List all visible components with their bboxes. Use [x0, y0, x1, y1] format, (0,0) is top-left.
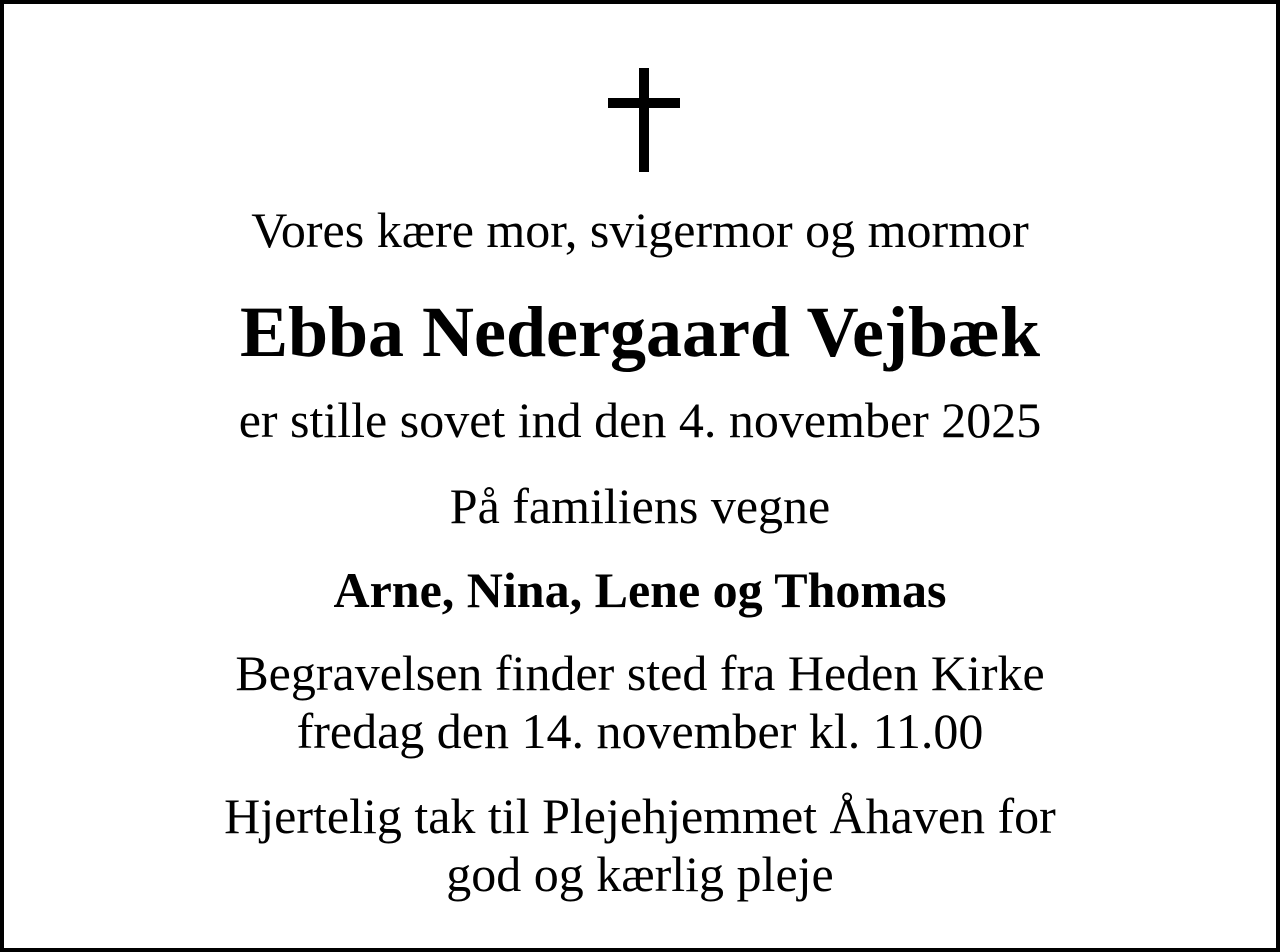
cross-vertical-bar — [639, 68, 649, 172]
thanks-line-2: god og kærlig pleje — [446, 846, 834, 902]
intro-text: Vores kære mor, svigermor og mormor — [251, 202, 1029, 258]
family-names: Arne, Nina, Lene og Thomas — [333, 562, 947, 618]
latin-cross-icon — [608, 68, 680, 172]
thanks-line-1: Hjertelig tak til Plejehjemmet Åhaven for — [224, 788, 1056, 844]
cross-horizontal-bar — [608, 98, 680, 108]
thanks-text — [4, 787, 1276, 903]
funeral-line-2: fredag den 14. november kl. 11.00 — [296, 703, 984, 759]
on-behalf-text: På familiens vegne — [449, 478, 831, 534]
deceased-name: Ebba Nedergaard Vejbæk — [239, 292, 1041, 372]
passed-away-text: er stille sovet ind den 4. november 2025 — [238, 392, 1042, 448]
funeral-line-1: Begravelsen finder sted fra Heden Kirke — [235, 645, 1045, 701]
funeral-info — [4, 644, 1276, 760]
